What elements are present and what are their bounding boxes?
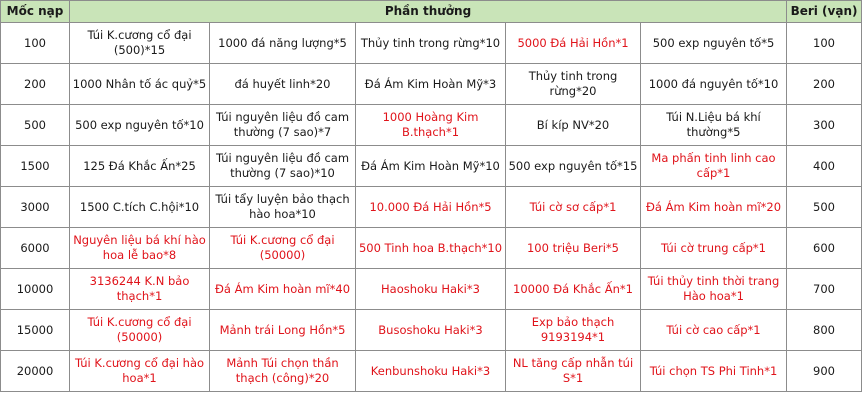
table-row [1,23,862,64]
beri-cell: 700 [787,269,862,310]
reward-cell: Đá Ám Kim hoàn mĩ*20 [641,187,787,228]
reward-cell: Đá Ám Kim Hoàn Mỹ*3 [356,64,506,105]
reward-cell: 1000 Nhân tố ác quỷ*5 [70,64,210,105]
reward-cell: 100 triệu Beri*5 [506,228,641,269]
moc-nap-cell: 15000 [1,310,70,351]
moc-nap-cell: 20000 [1,351,70,392]
reward-cell: Đá Ám Kim hoàn mĩ*40 [210,269,356,310]
moc-nap-cell: 100 [1,23,70,64]
reward-cell: 10.000 Đá Hải Hồn*5 [356,187,506,228]
reward-cell: Túi nguyên liệu đồ cam thường (7 sao)*10 [210,146,356,187]
moc-nap-cell: 500 [1,105,70,146]
moc-nap-cell: 1500 [1,146,70,187]
reward-cell: Túi K.cương cổ đại (500)*15 [70,23,210,64]
reward-cell: Exp bảo thạch 9193194*1 [506,310,641,351]
table-row [1,105,862,146]
reward-cell: Nguyên liệu bá khí hào hoa lễ bao*8 [70,228,210,269]
reward-cell: Túi thủy tinh thời trang Hào hoa*1 [641,269,787,310]
reward-cell: 1000 Hoàng Kim B.thạch*1 [356,105,506,146]
beri-cell: 200 [787,64,862,105]
reward-cell: Mảnh trái Long Hồn*5 [210,310,356,351]
moc-nap-cell: 10000 [1,269,70,310]
beri-cell: 800 [787,310,862,351]
reward-cell: Mảnh Túi chọn thần thạch (công)*20 [210,351,356,392]
beri-cell: 500 [787,187,862,228]
table-row [1,269,862,310]
reward-cell: 500 Tinh hoa B.thạch*10 [356,228,506,269]
reward-cell: Ma phấn tinh linh cao cấp*1 [641,146,787,187]
reward-cell: 1500 C.tích C.hội*10 [70,187,210,228]
reward-cell: Đá Ám Kim Hoàn Mỹ*10 [356,146,506,187]
reward-cell: Túi cờ sơ cấp*1 [506,187,641,228]
header-beri: Beri (vạn) [787,1,862,23]
reward-cell: Túi N.Liệu bá khí thường*5 [641,105,787,146]
beri-cell: 300 [787,105,862,146]
reward-cell: 125 Đá Khắc Ấn*25 [70,146,210,187]
table-row [1,146,862,187]
header-row [1,1,862,23]
reward-cell: 3136244 K.N bảo thạch*1 [70,269,210,310]
header-moc-nap: Mốc nạp [1,1,70,23]
reward-cell: đá huyết linh*20 [210,64,356,105]
reward-cell: Túi K.cương cổ đại (50000) [210,228,356,269]
beri-cell: 600 [787,228,862,269]
reward-cell: 1000 đá năng lượng*5 [210,23,356,64]
moc-nap-cell: 3000 [1,187,70,228]
reward-cell: Túi tẩy luyện bảo thạch hào hoa*10 [210,187,356,228]
reward-cell: Túi K.cương cổ đại hào hoa*1 [70,351,210,392]
reward-cell: NL tăng cấp nhẫn túi S*1 [506,351,641,392]
reward-cell: Túi cờ trung cấp*1 [641,228,787,269]
reward-cell: Bí kíp NV*20 [506,105,641,146]
moc-nap-cell: 200 [1,64,70,105]
reward-cell: 5000 Đá Hải Hồn*1 [506,23,641,64]
beri-cell: 900 [787,351,862,392]
reward-cell: Kenbunshoku Haki*3 [356,351,506,392]
reward-cell: Túi chọn TS Phi Tinh*1 [641,351,787,392]
reward-cell: Haoshoku Haki*3 [356,269,506,310]
beri-cell: 100 [787,23,862,64]
beri-cell: 400 [787,146,862,187]
moc-nap-cell: 6000 [1,228,70,269]
table-row [1,310,862,351]
reward-cell: 500 exp nguyên tố*15 [506,146,641,187]
reward-cell: Thủy tinh trong rừng*10 [356,23,506,64]
reward-cell: 10000 Đá Khắc Ấn*1 [506,269,641,310]
reward-cell: 500 exp nguyên tố*5 [641,23,787,64]
table-row [1,228,862,269]
reward-cell: Túi nguyên liệu đồ cam thường (7 sao)*7 [210,105,356,146]
reward-cell: 500 exp nguyên tố*10 [70,105,210,146]
table-row [1,351,862,392]
reward-cell: Túi cờ cao cấp*1 [641,310,787,351]
reward-cell: Thủy tinh trong rừng*20 [506,64,641,105]
reward-cell: Túi K.cương cổ đại (50000) [70,310,210,351]
table-row [1,64,862,105]
header-phan-thuong: Phần thưởng [70,1,787,23]
reward-cell: Busoshoku Haki*3 [356,310,506,351]
reward-cell: 1000 đá nguyên tố*10 [641,64,787,105]
table-row [1,187,862,228]
